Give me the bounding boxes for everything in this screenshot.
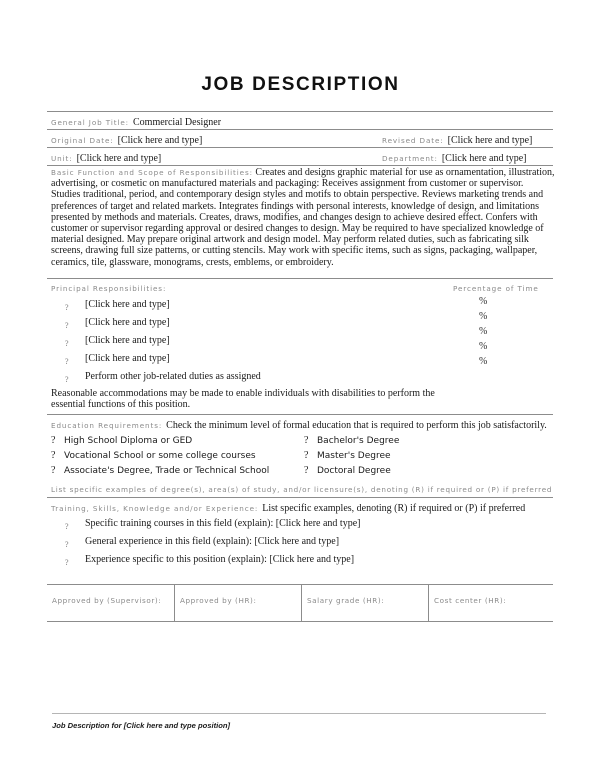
principal-responsibilities-label: Principal Responsibilities: [51, 284, 167, 293]
general-job-title-row [51, 114, 551, 129]
footer-position-field[interactable]: Job Description for [Click here and type position] [52, 721, 231, 730]
general-job-title-field[interactable]: Commercial Designer [133, 117, 222, 128]
basic-function-line: customer or supervisor regarding approval or desired changes to design. May be required to have specialized knowledge of [51, 223, 544, 235]
divider [47, 414, 553, 415]
percentage-of-time-label: Percentage of Time [453, 284, 539, 293]
basic-function-first-line [51, 167, 555, 178]
basic-function-line: Studies traditional, period, and contemporary design styles and motifs to obtain perspective. Reviews marketing trends and [51, 189, 544, 201]
divider [47, 497, 553, 498]
basic-function-text-start: Creates and designs graphic material for use as ornamentation, illustration, [255, 167, 555, 178]
basic-function-line: advertising, or cosmetic on manufactured materials and packaging: Receives assignment from customer or supervisor. [51, 178, 524, 190]
responsibility-field[interactable]: [Click here and type] [85, 317, 170, 328]
basic-function-line: ceramics, tile, glassware, monograms, crests, emblems, or embroidery. [51, 256, 334, 268]
responsibility-other: Perform other job-related duties as assigned [85, 371, 261, 382]
training-header [51, 500, 551, 515]
department-label: Department: [382, 154, 438, 163]
revised-date-field[interactable]: [Click here and type] [447, 135, 533, 146]
percent-field[interactable]: % [479, 341, 488, 352]
unit-field[interactable]: [Click here and type] [76, 153, 162, 164]
checkbox-icon[interactable]: ? [51, 465, 56, 476]
education-option-master[interactable] [304, 450, 391, 461]
option-label: Vocational School or some college courses [64, 451, 256, 461]
accommodation-line: essential functions of this position. [51, 399, 191, 411]
approvals-table [47, 584, 553, 622]
cost-center-label: Cost center (HR): [434, 596, 507, 605]
responsibility-field[interactable]: [Click here and type] [85, 353, 170, 364]
experience-specific-field[interactable]: Experience specific to this position (explain): [Click here and type] [85, 554, 355, 565]
bullet-icon: ? [65, 540, 69, 549]
education-option-vocational[interactable] [51, 450, 256, 461]
education-instruction: Check the minimum level of formal education that is required to perform this job satisfactorily. [166, 420, 547, 431]
bullet-icon: ? [65, 339, 69, 348]
bullet-icon: ? [65, 558, 69, 567]
responsibility-field[interactable]: [Click here and type] [85, 299, 170, 310]
divider [47, 147, 553, 148]
basic-function-line: material designed. May prepare original artwork and design model. May perform related duties, such as fabricating silk [51, 234, 529, 246]
salary-grade-cell[interactable] [301, 585, 428, 621]
option-label: High School Diploma or GED [64, 436, 193, 446]
basic-function-section [51, 167, 555, 268]
basic-function-label: Basic Function and Scope of Responsibilities: [51, 168, 253, 177]
footer-divider [52, 713, 546, 714]
education-option-hs[interactable] [51, 435, 192, 446]
department-field[interactable]: [Click here and type] [441, 153, 527, 164]
cost-center-cell[interactable] [428, 585, 553, 621]
option-label: Doctoral Degree [317, 466, 391, 476]
checkbox-icon[interactable]: ? [51, 435, 56, 446]
education-header [51, 417, 551, 432]
unit-label: Unit: [51, 154, 73, 163]
divider [47, 111, 553, 112]
approved-by-hr-cell[interactable] [174, 585, 301, 621]
education-label: Education Requirements: [51, 421, 163, 430]
education-option-associate[interactable] [51, 465, 269, 476]
general-job-title-label: General Job Title: [51, 118, 129, 127]
percent-field[interactable]: % [479, 326, 488, 337]
basic-function-line: presented by methods and materials. Creates, draws, modifies, and changes design to achieve desired effect. Confers with [51, 211, 538, 223]
bullet-icon: ? [65, 357, 69, 366]
basic-function-line: preferences of target and related markets. Integrates findings with personal interests, knowledge of design, and limitations [51, 200, 539, 212]
option-label: Associate's Degree, Trade or Technical School [64, 466, 270, 476]
option-label: Bachelor's Degree [317, 436, 400, 446]
divider [47, 165, 553, 166]
accommodation-note [51, 388, 551, 410]
training-field[interactable]: Specific training courses in this field (explain): [Click here and type] [85, 518, 361, 529]
bullet-icon: ? [65, 375, 69, 384]
basic-function-line: screens, drawing full size patterns, or cutting stencils. May work with specific items, such as signs, packaging, wallpaper, [51, 245, 538, 257]
accommodation-line: Reasonable accommodations may be made to enable individuals with disabilities to perform the [51, 388, 435, 399]
percent-field[interactable]: % [479, 296, 488, 307]
education-option-bachelor[interactable] [304, 435, 399, 446]
education-examples-note: List specific examples of degree(s), area(s) of study, and/or licensure(s), denoting (R) if required or (P) if preferred [51, 485, 553, 494]
checkbox-icon[interactable]: ? [304, 465, 309, 476]
salary-grade-label: Salary grade (HR): [307, 596, 385, 605]
original-date-field[interactable]: [Click here and type] [117, 135, 203, 146]
training-instruction: List specific examples, denoting (R) if required or (P) if preferred [262, 503, 526, 514]
divider [47, 129, 553, 130]
bullet-icon: ? [65, 522, 69, 531]
revised-date-label: Revised Date: [382, 136, 444, 145]
page-title: JOB DESCRIPTION [201, 74, 400, 95]
original-date-label: Original Date: [51, 136, 114, 145]
bullet-icon: ? [65, 303, 69, 312]
experience-general-field[interactable]: General experience in this field (explain): [Click here and type] [85, 536, 340, 547]
checkbox-icon[interactable]: ? [304, 450, 309, 461]
department-row [382, 150, 527, 165]
checkbox-icon[interactable]: ? [304, 435, 309, 446]
revised-date-row [382, 132, 532, 147]
percent-field[interactable]: % [479, 356, 488, 367]
training-label: Training, Skills, Knowledge and/or Experience: [51, 504, 259, 513]
divider [47, 278, 553, 279]
percent-field[interactable]: % [479, 311, 488, 322]
approved-by-supervisor-cell[interactable] [47, 585, 174, 621]
approved-by-supervisor-label: Approved by (Supervisor): [52, 596, 162, 605]
checkbox-icon[interactable]: ? [51, 450, 56, 461]
education-option-doctoral[interactable] [304, 465, 391, 476]
approved-by-hr-label: Approved by (HR): [180, 596, 257, 605]
bullet-icon: ? [65, 321, 69, 330]
option-label: Master's Degree [317, 451, 391, 461]
responsibility-field[interactable]: [Click here and type] [85, 335, 170, 346]
